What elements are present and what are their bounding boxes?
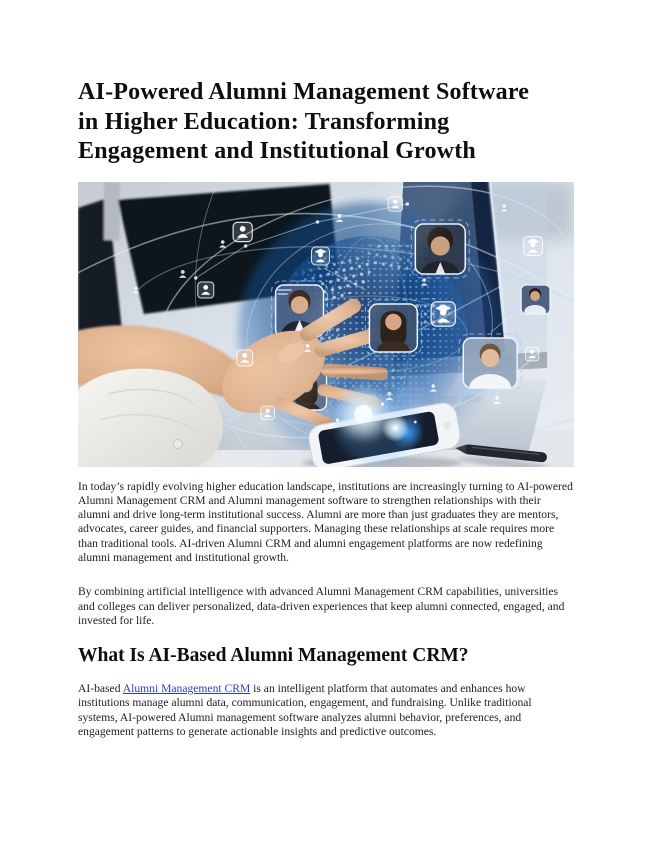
paragraph-ai-capabilities: By combining artificial intelligence with advanced Alumni Management CRM capabilities, universities and colleges can deliver personalized, data-driven experiences that keep alumni connected, engaged, and invested for life. (78, 585, 565, 627)
hero-image (78, 182, 574, 467)
article-title-line: in Higher Education: Transforming (78, 108, 450, 135)
paragraph-intro: In today’s rapidly evolving higher education landscape, institutions are increasingly turning to AI-powered Alumni Management CRM and Alumni management software to strengthen relationships with their alumni and drive long-term institutional success. Alumni are more than just graduates they are mentors, advocates, career guides, and financial supporters. Managing these relationships at scale requires more than traditional tools. AI-driven Alumni CRM and alumni engagement platforms are now redefining alumni management and institutional growth. (78, 479, 573, 564)
article-title-line: AI-Powered Alumni Management Software (78, 79, 530, 105)
article-title (78, 78, 574, 167)
section-heading: What Is AI-Based Alumni Management CRM? (78, 645, 469, 667)
text-after-link: is an intelligent platform that automates and enhances how institutions manage alumni data, communication, engagement, and fundraising. Unlike traditional systems, AI-powered Alumni management software analyzes alumni behavior, preferences, and engagement patterns to generate actionable insights and predictive outcomes. (78, 682, 532, 739)
text-before-link: AI-based (78, 682, 123, 696)
alumni-management-crm-link[interactable]: Alumni Management CRM (122, 682, 251, 696)
document-content (78, 0, 574, 739)
profile-card-man-small (521, 285, 550, 319)
paragraph-definition (78, 682, 574, 739)
article-title-line: Engagement and Institutional Growth (78, 138, 476, 164)
